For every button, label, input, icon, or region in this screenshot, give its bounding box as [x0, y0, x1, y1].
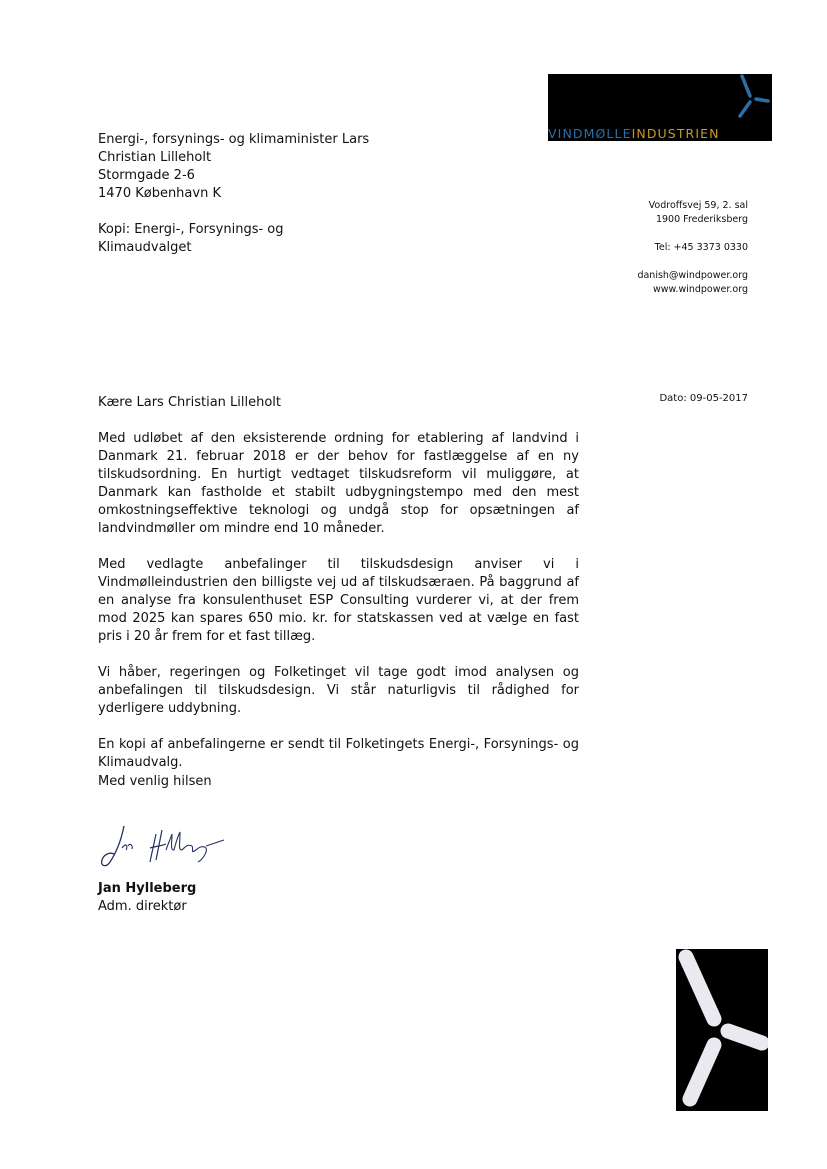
turbine-blade-icon — [676, 949, 768, 1111]
signer-title: Adm. direktør — [98, 899, 187, 914]
sender-email: danish@windpower.org — [637, 270, 748, 281]
sender-street: Vodroffsvej 59, 2. sal — [648, 200, 748, 211]
body-paragraph: Med udløbet af den eksisterende ordning for etablering af landvind i Danmark 21. februar 2018 er der behov for fastlæggelse af en ny tilskudsordning. En hurtigt vedtaget tilskudsreform vil muliggøre, at Danmark kan fastholde et stabilt udbygningstempo med den mest omkostningseffektive teknologi og undgå stop for opsætningen af landvindmøller om mindre end 10 måneder. — [98, 431, 579, 536]
letter-date: Dato: 09-05-2017 — [659, 393, 748, 404]
sender-city: 1900 Frederiksberg — [655, 214, 748, 225]
company-logo — [548, 74, 772, 141]
letter-body — [98, 430, 579, 790]
body-paragraph: Med vedlagte anbefalinger til tilskudsdesign anviser vi i Vindmølleindustrien den billigste vej ud af tilskudsæraen. På baggrund af en analyse fra konsulenthuset ESP Consulting vurderer vi, at der frem mod 2025 kan spares 650 mio. kr. for statskassen ved at vælge en fast pris i 20 år frem for et fast tillæg. — [98, 557, 579, 644]
recipient-line: Stormgade 2-6 — [98, 168, 195, 183]
closing: Med venlig hilsen — [98, 774, 212, 789]
copy-line: Kopi: Energi-, Forsynings- og — [98, 222, 284, 237]
footer-logo — [676, 949, 768, 1111]
copy-recipient — [98, 221, 428, 257]
sender-phone: Tel: +45 3373 0330 — [654, 242, 748, 253]
logo-wordmark: VINDMØLLEINDUSTRIEN — [548, 126, 720, 141]
signer-name: Jan Hylleberg — [98, 881, 197, 896]
sender-address — [637, 199, 748, 297]
salutation: Kære Lars Christian Lilleholt — [98, 395, 282, 410]
body-paragraph: Vi håber, regeringen og Folketinget vil tage godt imod analysen og anbefalingen til tilskudsdesign. Vi står naturligvis til rådighed for yderligere uddybning. — [98, 665, 579, 716]
handwritten-signature — [96, 820, 226, 872]
recipient-address — [98, 131, 428, 203]
recipient-line: Christian Lilleholt — [98, 150, 212, 165]
turbine-blade-icon — [732, 74, 772, 141]
copy-line: Klimaudvalget — [98, 240, 192, 255]
recipient-line: 1470 København K — [98, 186, 221, 201]
recipient-line: Energi-, forsynings- og klimaminister Lars — [98, 132, 370, 147]
signer-block — [98, 880, 196, 916]
sender-website: www.windpower.org — [652, 284, 748, 295]
body-paragraph: En kopi af anbefalingerne er sendt til Folketingets Energi-, Forsynings- og Klimaudvalg. — [98, 737, 579, 770]
